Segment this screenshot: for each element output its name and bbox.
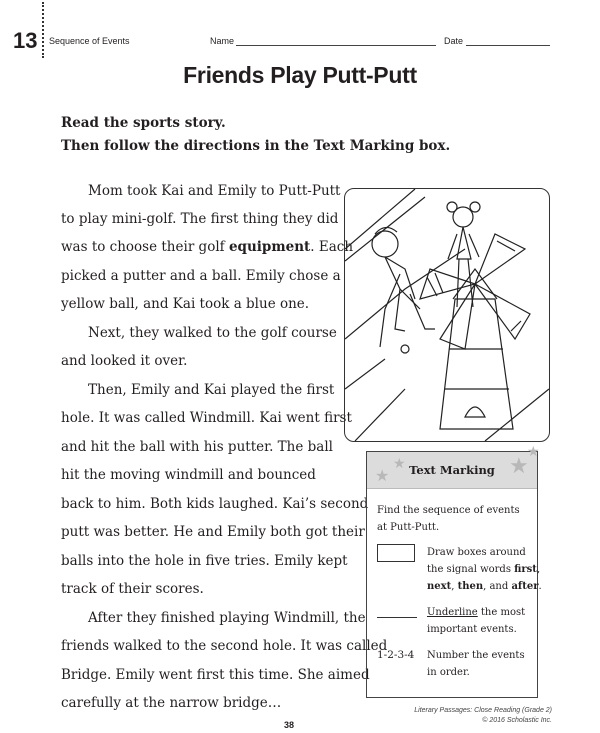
story-line: track of their scores.	[61, 581, 204, 597]
instruction-text: the signal words	[427, 564, 515, 575]
text-marking-intro: Find the sequence of events	[377, 505, 520, 516]
box-instruction	[427, 578, 542, 595]
story-line: Then, Emily and Kai played the first	[88, 382, 335, 398]
instruction-text: ,	[536, 564, 541, 575]
story-text: . Each	[310, 239, 354, 255]
story-line: Mom took Kai and Emily to Putt-Putt	[88, 183, 341, 199]
instruction-line: Read the sports story.	[61, 115, 226, 131]
page-title: Friends Play Putt-Putt	[183, 62, 417, 88]
instruction-text: .	[538, 581, 542, 592]
lesson-number: 13	[13, 28, 38, 53]
page-number: 38	[284, 720, 295, 730]
instruction-line: Then follow the directions in the Text Marking box.	[61, 138, 451, 154]
star-icon: ★	[509, 454, 529, 479]
star-icon: ★	[375, 466, 390, 485]
signal-word: first	[514, 564, 537, 575]
story-line: hole. It was called Windmill. Kai went first	[61, 410, 352, 426]
text-marking-box	[366, 444, 542, 698]
underline-symbol	[377, 617, 417, 618]
book-title: Literary Passages: Close Reading (Grade 2)	[414, 707, 552, 714]
story-line: picked a putter and a ball. Emily chose a	[61, 268, 341, 284]
illustration-frame	[344, 188, 550, 442]
copyright: © 2016 Scholastic Inc.	[482, 717, 552, 724]
name-label: Name	[210, 36, 235, 46]
instruction-text: ,	[451, 581, 458, 592]
story-line: friends walked to the second hole. It was called	[61, 638, 388, 654]
underline-instruction: important events.	[427, 624, 517, 635]
story-line: hit the moving windmill and bounced	[61, 467, 316, 483]
story-line: and looked it over.	[61, 353, 188, 369]
underline-instruction	[427, 604, 525, 621]
instruction-text: the most	[477, 607, 526, 618]
number-instruction: in order.	[427, 667, 470, 678]
header-divider	[42, 2, 44, 58]
name-line[interactable]	[236, 45, 436, 46]
story-line: After they finished playing Windmill, the	[88, 610, 366, 626]
story-line: back to him. Both kids laughed. Kai’s second	[61, 496, 369, 512]
story-line: putt was better. He and Emily both got their	[61, 524, 365, 540]
box-instruction: Draw boxes around	[427, 547, 526, 558]
underline-word: Underline	[427, 607, 478, 618]
story-line: Bridge. Emily went first this time. She aimed	[61, 667, 370, 683]
section-label: Sequence of Events	[49, 36, 130, 46]
story-line: Next, they walked to the golf course	[88, 325, 337, 341]
story-line	[61, 239, 353, 255]
text-marking-title: Text Marking	[409, 463, 495, 477]
mini-golf-illustration	[345, 189, 549, 441]
number-symbol: 1-2-3-4	[377, 649, 415, 661]
number-instruction: Number the events	[427, 650, 525, 661]
signal-word: next	[427, 581, 452, 592]
story-line: balls into the hole in five tries. Emily kept	[61, 553, 348, 569]
star-icon: ★	[393, 456, 406, 472]
story-line: to play mini-golf. The first thing they did	[61, 211, 339, 227]
instruction-text: , and	[483, 581, 512, 592]
draw-box-symbol	[377, 544, 415, 562]
story-text: was to choose their golf	[61, 239, 229, 255]
text-marking-intro: at Putt-Putt.	[377, 522, 440, 533]
date-label: Date	[444, 36, 464, 46]
footer-credits	[414, 706, 552, 726]
story-line: carefully at the narrow bridge…	[61, 695, 282, 711]
story-line: and hit the ball with his putter. The ball	[61, 439, 333, 455]
star-icon: ★	[527, 444, 540, 460]
vocab-word: equipment	[228, 239, 311, 255]
signal-word: after	[511, 581, 539, 592]
date-line[interactable]	[466, 45, 550, 46]
signal-word: then	[457, 581, 484, 592]
box-instruction	[427, 561, 540, 578]
story-line: yellow ball, and Kai took a blue one.	[61, 296, 310, 312]
